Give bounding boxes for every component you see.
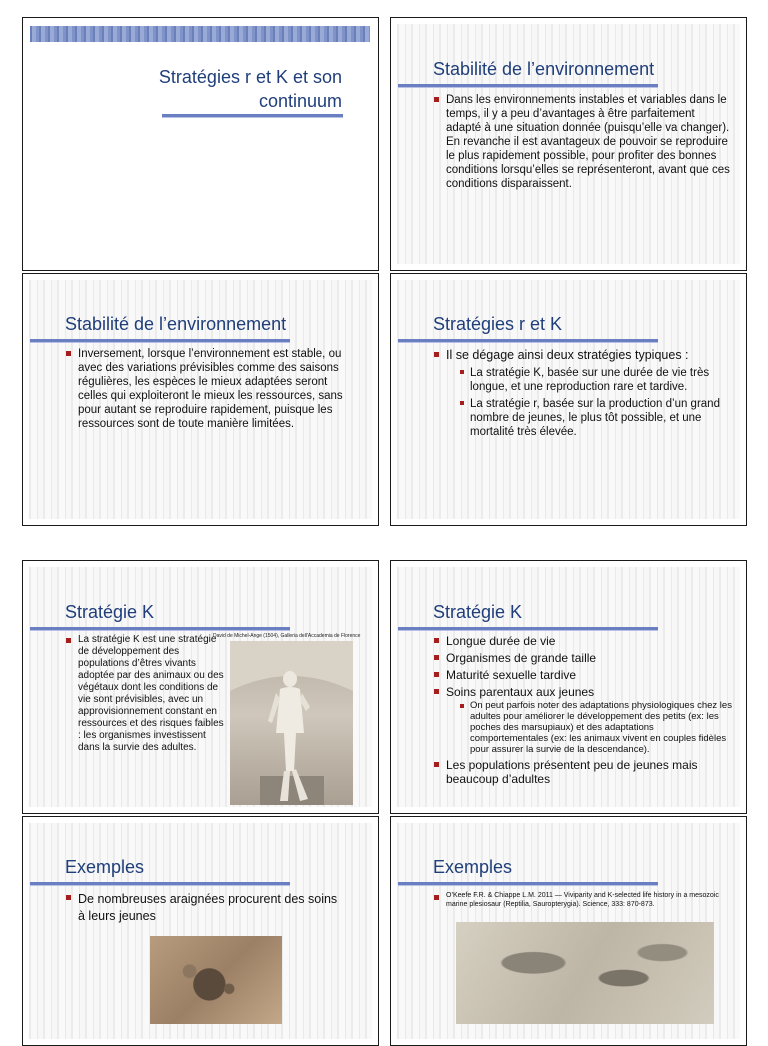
slide-3-title-underline: [30, 339, 290, 343]
slide-6-bullet-2: Organismes de grande taille: [433, 651, 733, 665]
slide-1-title-line-2: continuum: [258, 91, 342, 111]
slide-7-body: [65, 891, 345, 928]
slide-6-title: Stratégie K: [433, 602, 523, 622]
slide-1-banner: [30, 26, 370, 42]
slide-2-title: Stabilité de l’environnement: [433, 59, 655, 79]
slide-5-image-caption: David de Michel-Ange (1504), Galleria dell'Accademia de Florence: [213, 633, 361, 639]
slide-3-title: Stabilité de l’environnement: [65, 314, 287, 334]
slide-1: [22, 17, 379, 271]
slide-5-title: Stratégie K: [65, 602, 155, 622]
slide-2-title-underline: [398, 84, 658, 88]
slide-1-title-underline: [162, 114, 343, 118]
slide-5-title-underline: [30, 627, 290, 631]
slide-5-body: [65, 634, 225, 757]
slide-4-title: Stratégies r et K: [433, 314, 563, 334]
slide-8-bullet: O’Keefe F.R. & Chiappe L.M. 2011 — Viviparity and K-selected life history in a mesozoic marine plesiosaur (Reptilia, Sauropterygia). Science, 333: 870-873.: [433, 891, 728, 909]
slide-3-bullet: Inversement, lorsque l’environnement est stable, ou avec des variations prévisibles comme des saisons régulières, les espèces le mieux adaptées seront celles qui exploiteront le mieux les ressources, sans pour autant se reproduire rapidement, puisque les ressources sont de toute manière limitées.: [65, 347, 345, 431]
slide-6-bullet-4: [433, 685, 733, 755]
slide-6-bullet-1: Longue durée de vie: [433, 634, 733, 648]
slide-4-bullet-text: Il se dégage ainsi deux stratégies typiques :: [446, 348, 689, 362]
slide-4-bullet: [433, 348, 733, 439]
slide-5-bullet: La stratégie K est une stratégie de développement des populations d’êtres vivants adoptée par des animaux ou des végétaux dont les conditions de vie sont prévisibles, avec un approvisionnement constant en ressources et des risques faibles : les organismes investissent dans la survie des adultes.: [65, 634, 225, 754]
slide-6-title-underline: [398, 627, 658, 631]
slide-4-sub-bullet-r: La stratégie r, basée sur la production d’un grand nombre de jeunes, le plus tôt possible, et une mortalité très élevée.: [459, 397, 733, 439]
slide-1-title-line-1: Stratégies r et K et son: [158, 67, 342, 87]
slide-2-bullet: Dans les environnements instables et variables dans le temps, il y a peu d’avantages à être parfaitement adapté à une situation donnée (puisqu’elle va changer). En revanche il est avantageux de pouvoir se reproduire le plus rapidement possible, pour profiter des bonnes conditions lorsqu’elles se représenteront, avant que ces conditions disparaissent.: [433, 93, 733, 191]
slide-6-bullet-3: Maturité sexuelle tardive: [433, 668, 733, 682]
david-statue-svg: [230, 641, 353, 805]
slide-3-body: [65, 347, 345, 434]
slide-6-bullet-5: Les populations présentent peu de jeunes mais beaucoup d’adultes: [433, 758, 733, 786]
plesiosaur-fossil-image: [456, 922, 714, 1024]
slide-8-title-underline: [398, 882, 658, 886]
spider-image: [150, 936, 282, 1024]
slide-4-body: [433, 348, 733, 442]
slide-7-title: Exemples: [65, 857, 145, 877]
slide-8-body: [433, 891, 728, 912]
slide-7-bullet: De nombreuses araignées procurent des soins à leurs jeunes: [65, 891, 345, 925]
slide-7-title-underline: [30, 882, 290, 886]
david-statue-image: [230, 641, 353, 805]
slide-2-body: [433, 93, 733, 194]
slide-6-body: [433, 634, 733, 789]
slide-4-sub-bullet-k: La stratégie K, basée sur une durée de vie très longue, et une reproduction rare et tardive.: [459, 366, 733, 394]
slide-4-title-underline: [398, 339, 658, 343]
slide-6-sub-bullet: On peut parfois noter des adaptations physiologiques chez les adultes pour améliorer le développement des petits (ex: les poches des marsupiaux) et des adaptations comportementales (ex: les animaux vivent en couples fidèles pour assurer la survie de la descendance).: [459, 700, 733, 755]
slide-8-title: Exemples: [433, 857, 513, 877]
slide-6-bullet-4-text: Soins parentaux aux jeunes: [446, 685, 595, 699]
